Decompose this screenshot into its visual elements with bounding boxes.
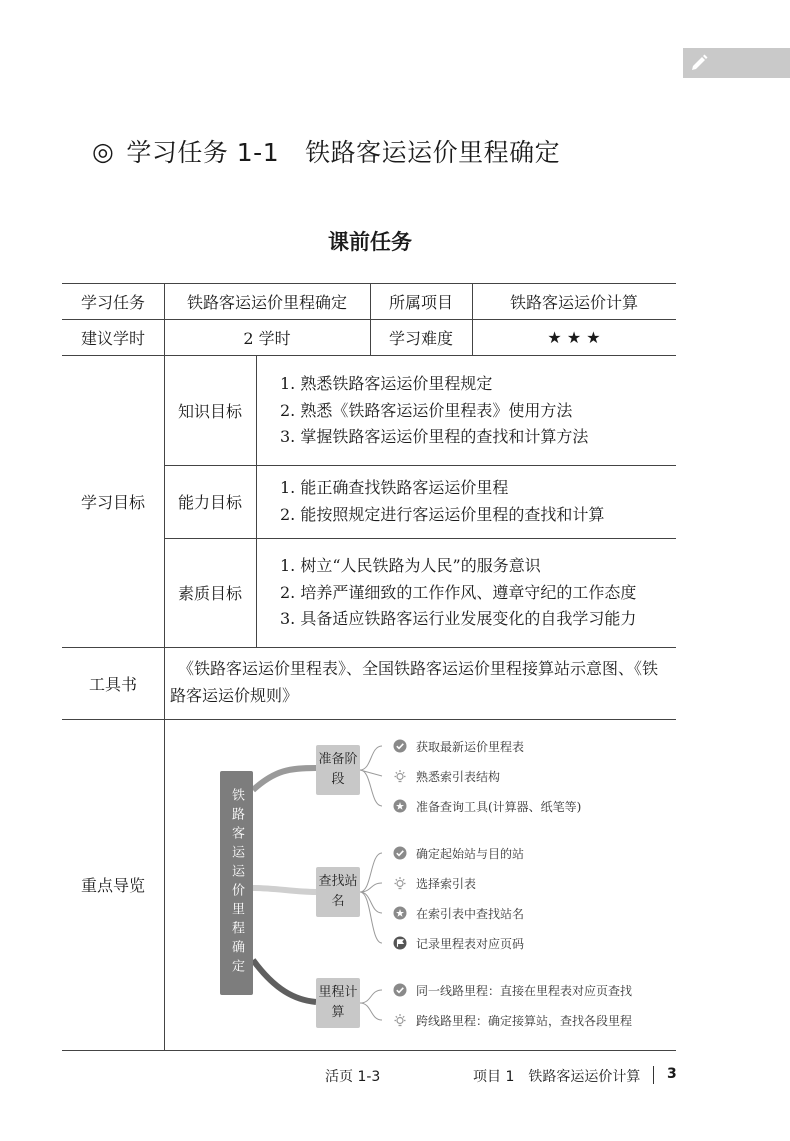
goal-item: 1. 熟悉铁路客运运价里程规定 <box>280 374 493 393</box>
mindmap-item: 跨线路里程：确定接算站，查找各段里程 <box>416 1014 633 1028</box>
check-circle-icon <box>393 983 407 997</box>
branch-calc: 里程计算 <box>316 978 360 1028</box>
goal-item: 2. 培养严谨细致的工作作风、遵章守纪的工作态度 <box>280 582 637 602</box>
footer-project: 项目 1 铁路客运运价计算 <box>473 1069 641 1085</box>
cell-hours-value: 2 学时 <box>243 328 291 348</box>
cell-quality-label: 素质目标 <box>177 584 242 603</box>
mindmap-item: 获取最新运价里程表 <box>416 740 525 754</box>
cell-task-value: 铁路客运运价里程确定 <box>186 292 347 312</box>
check-circle-icon <box>393 846 407 860</box>
mindmap-item: 选择索引表 <box>416 877 477 891</box>
mindmap-item: 准备查询工具(计算器、纸笔等) <box>416 800 582 814</box>
goal-item: 1. 树立“人民铁路为人民”的服务意识 <box>280 556 541 575</box>
branch-line-calc <box>253 960 316 1002</box>
star-circle-icon <box>393 799 407 813</box>
cell-goals-label: 学习目标 <box>80 492 145 512</box>
cell-project-label: 所属项目 <box>388 292 453 312</box>
tools-text: 《铁路客运运价里程表》、全国铁路客运运价里程接算站示意图、《铁路客运运价规则》 <box>170 659 659 705</box>
goal-item: 3. 掌握铁路客运运价里程的查找和计算方法 <box>280 427 589 446</box>
cell-hours-label: 建议学时 <box>80 328 145 348</box>
mindmap-item: 熟悉索引表结构 <box>416 770 501 784</box>
mindmap-item: 确定起始站与目的站 <box>416 847 525 861</box>
task-title: 铁路客运运价里程确定 <box>305 138 561 167</box>
table-heading: 课前任务 <box>328 230 412 254</box>
lightbulb-icon <box>393 876 407 890</box>
cell-difficulty-label: 学习难度 <box>388 328 453 348</box>
branch-search: 查找站名 <box>316 867 360 917</box>
star-circle-icon <box>393 906 407 920</box>
branch-line-prep <box>253 768 316 790</box>
cell-tools-label: 工具书 <box>88 674 137 694</box>
mindmap-item: 在索引表中查找站名 <box>416 907 525 921</box>
cell-task-label: 学习任务 <box>80 292 145 312</box>
mindmap-item: 同一线路里程：直接在里程表对应页查找 <box>416 984 633 998</box>
cell-difficulty-value: ★ ★ ★ <box>547 327 601 347</box>
goal-item: 1. 能正确查找铁路客运运价里程 <box>280 478 509 497</box>
lightbulb-icon <box>393 1013 407 1027</box>
footer-divider <box>653 1066 654 1084</box>
goal-item: 3. 具备适应铁路客运行业发展变化的自我学习能力 <box>280 609 637 628</box>
goal-item: 2. 熟悉《铁路客运运价里程表》使用方法 <box>280 400 573 420</box>
mindmap-item: 记录里程表对应页码 <box>416 937 525 951</box>
check-circle-icon <box>393 739 407 753</box>
lightbulb-icon <box>393 769 407 783</box>
branch-line-search <box>253 888 316 892</box>
footer-page-tag: 活页 1-3 <box>325 1069 381 1085</box>
cell-project-value: 铁路客运运价计算 <box>509 292 638 312</box>
sub-bracket <box>360 990 382 1020</box>
cell-ability-label: 能力目标 <box>177 493 242 512</box>
cell-knowledge-label: 知识目标 <box>177 401 242 421</box>
flag-circle-icon <box>393 936 407 950</box>
task-number: 学习任务 1-1 <box>126 138 280 167</box>
mindmap-root: 铁路客运运价里程确定 <box>220 771 253 995</box>
cell-overview-label: 重点导览 <box>80 876 145 895</box>
footer-page-number: 3 <box>667 1066 677 1082</box>
branch-prep: 准备阶段 <box>316 745 360 795</box>
goal-item: 2. 能按照规定进行客运运价里程的查找和计算 <box>280 504 605 524</box>
sub-bracket <box>360 853 382 943</box>
sub-bracket <box>360 746 382 806</box>
section-marker: ◎ <box>92 136 115 166</box>
